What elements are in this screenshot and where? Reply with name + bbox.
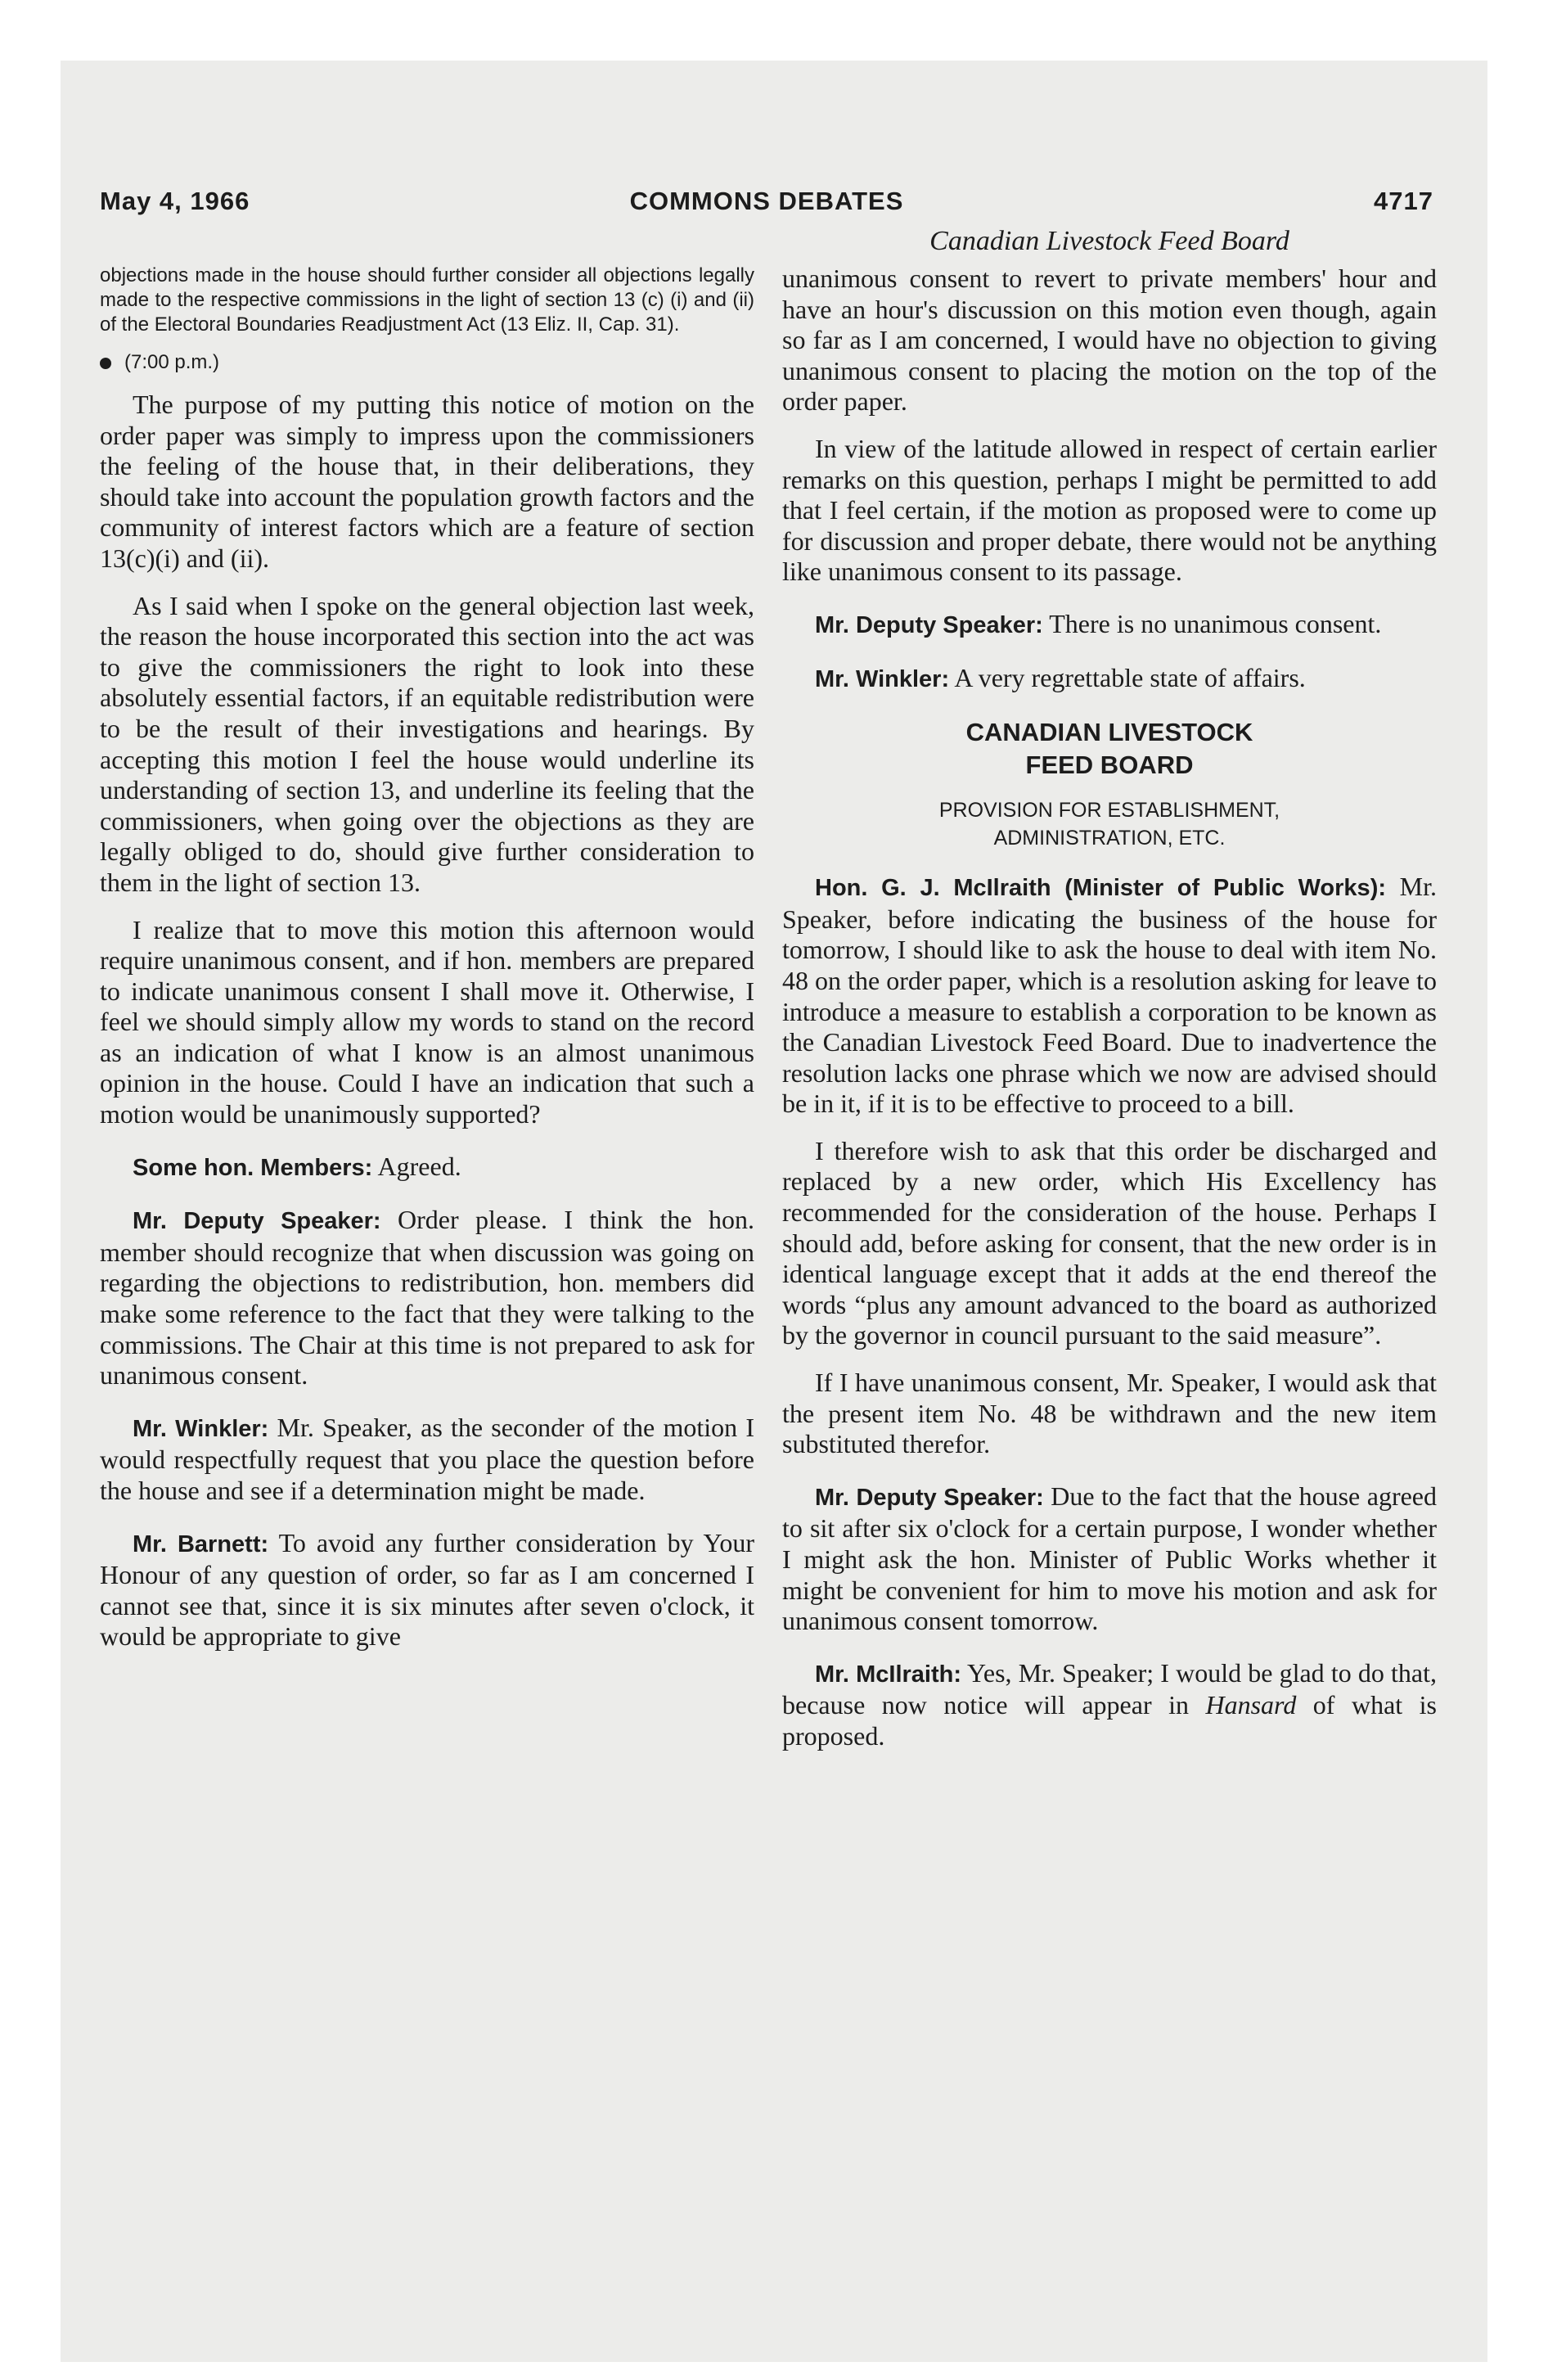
right-column bbox=[782, 264, 1437, 1769]
bullet-icon bbox=[100, 358, 111, 369]
speaker-name: Mr. Winkler: bbox=[815, 665, 950, 692]
header-date: May 4, 1966 bbox=[100, 187, 250, 215]
speech bbox=[100, 1152, 754, 1184]
speech bbox=[100, 1205, 754, 1391]
speech bbox=[782, 609, 1437, 642]
speaker-name: Mr. Winkler: bbox=[133, 1415, 269, 1442]
speech bbox=[100, 1528, 754, 1652]
speech-text: There is no unanimous consent. bbox=[1042, 608, 1382, 638]
header-page-number: 4717 bbox=[1374, 187, 1433, 215]
time-marker-text: (7:00 p.m.) bbox=[124, 351, 220, 373]
speech-text: A very regrettable state of affairs. bbox=[949, 662, 1306, 692]
speech-text: Mr. Speaker, as the seconder of the motion I would respectfully request that you place the question before the house and see if a determination might be made. bbox=[100, 1412, 754, 1505]
speaker-name: Hon. G. J. McIlraith (Minister of Public Works): bbox=[815, 875, 1387, 902]
time-marker bbox=[100, 350, 754, 375]
speech-text: Agreed. bbox=[372, 1151, 461, 1181]
speaker-name: Mr. Barnett: bbox=[133, 1530, 269, 1557]
speech bbox=[782, 1481, 1437, 1637]
paragraph: unanimous consent to revert to private members' hour and have an hour's discussion on this motion even though, again so far as I am concerned, I would have no objection to giving unanimous consent to placing the motion on the top of the order paper. bbox=[782, 264, 1437, 417]
speech-text: Mr. Speaker, before indicating the business of the house for tomorrow, I should like to ask the house to deal with item No. 48 on the order paper, which is a resolution asking for leave to introduce a measure to establish a corporation to be known as the Canadian Livestock Feed Board. Due to inadvertence the resolution lacks one phrase which we now are advised should be in it, if it is to be effective to proceed to a bill. bbox=[782, 872, 1437, 1119]
paragraph: I realize that to move this motion this afternoon would require unanimous consent, and if hon. members are prepared to indicate unanimous consent I shall move it. Otherwise, I feel we should simply allow my words to stand on the record as an indication of what I know is an almost unanimous opinion in the house. Could I have an indication that such a motion would be unanimously supported? bbox=[100, 914, 754, 1129]
running-subheading: Canadian Livestock Feed Board bbox=[929, 226, 1289, 256]
speech-text: Order please. I think the hon. member should recognize that when discussion was going on regarding the objections to redistribution, hon. members did make some reference to the fact that they were talking to the commissions. The Chair at this time is not prepared to ask for unanimous consent. bbox=[100, 1205, 754, 1391]
speech bbox=[782, 663, 1437, 696]
speech-text: To avoid any further consideration by Your Honour of any question of order, so far as I am concerned I cannot see that, since it is six minutes after seven o'clock, it would be appropriate to give bbox=[100, 1527, 754, 1652]
speech-text: Yes, Mr. Speaker; I would be glad to do that, because now notice will appear in bbox=[782, 1657, 1438, 1720]
speech bbox=[782, 872, 1437, 1120]
speaker-name: Mr. McIlraith: bbox=[815, 1661, 962, 1688]
motion-text: objections made in the house should further consider all objections legally made to the respective commissions in the light of section 13 (c) (i) and (ii) of the Electoral Boundaries Readjustment Act (13 Eliz. II, Cap. 31). bbox=[100, 264, 754, 336]
section-title-line: FEED BOARD bbox=[1025, 751, 1194, 780]
paragraph: As I said when I spoke on the general objection last week, the reason the house incorporated this section into the act was to give the commissioners the right to look into these absolutely essential factors, if an equitable redistribution were to be the result of their investigations and hearings. By accepting this motion I feel the house would underline its understanding of section 13, and underline its feeling that the commissioners, when going over the objections as they are legally obliged to do, should give further consideration to them in the light of section 13. bbox=[100, 590, 754, 897]
section-title-line: CANADIAN LIVESTOCK bbox=[965, 718, 1253, 747]
paragraph: The purpose of my putting this notice of motion on the order paper was simply to impress upon the commissioners the feeling of the house that, in their deliberations, they should take into account the population growth factors and the community of interest factors which are a feature of section 13(c)(i) and (ii). bbox=[100, 390, 754, 573]
speaker-name: Mr. Deputy Speaker: bbox=[133, 1208, 381, 1235]
header-publication: COMMONS DEBATES bbox=[629, 187, 904, 215]
publication-name: Hansard bbox=[1205, 1690, 1297, 1720]
speaker-name: Mr. Deputy Speaker: bbox=[815, 611, 1043, 638]
speech bbox=[100, 1413, 754, 1507]
speech-text: of what is proposed. bbox=[782, 1690, 1438, 1751]
speaker-name: Mr. Deputy Speaker: bbox=[815, 1484, 1044, 1511]
paragraph: If I have unanimous consent, Mr. Speaker, I would ask that the present item No. 48 be withdrawn and the new item substituted therefor. bbox=[782, 1368, 1437, 1459]
speech bbox=[782, 1658, 1437, 1752]
speaker-name: Some hon. Members: bbox=[133, 1154, 373, 1181]
left-column bbox=[100, 264, 754, 1669]
section-subtitle-line: PROVISION FOR ESTABLISHMENT, bbox=[938, 799, 1280, 823]
page-header bbox=[100, 187, 1433, 229]
paragraph: In view of the latitude allowed in respect of certain earlier remarks on this question, perhaps I might be permitted to add that I feel certain, if the motion as proposed were to come up for discussion and proper debate, there would not be anything like unanimous consent to its passage. bbox=[782, 433, 1437, 587]
section-subtitle-line: ADMINISTRATION, ETC. bbox=[993, 827, 1226, 850]
paragraph: I therefore wish to ask that this order be discharged and replaced by a new order, which His Excellency has recommended for the consideration of the house. Perhaps I should add, before asking for consent, that the new order is in identical language except that it adds at the end thereof the words “plus any amount advanced to the board as authorized by the governor in council pursuant to the said measure”. bbox=[782, 1135, 1437, 1350]
speech-text: Due to the fact that the house agreed to sit after six o'clock for a certain purpose, I wonder whether I might ask the hon. Minister of Public Works whether it might be convenient for him to move his motion and ask for unanimous consent tomorrow. bbox=[782, 1481, 1437, 1636]
section-subtitle bbox=[782, 796, 1437, 852]
section-title bbox=[782, 716, 1437, 782]
